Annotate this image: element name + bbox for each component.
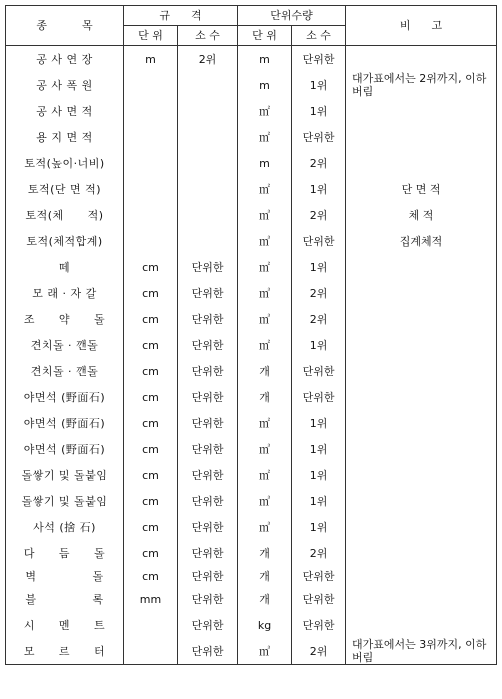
cell-qty-decimal: 1위 [292,488,346,514]
cell-qty-decimal: 2위 [292,202,346,228]
unit-quantity-table [5,5,497,665]
cell-qty-unit: ㎥ [238,202,292,228]
cell-qty-unit: 개 [238,384,292,410]
cell-spec-decimal: 단위한 [178,358,238,384]
cell-qty-decimal: 단위한 [292,586,346,612]
table-row [6,332,497,358]
cell-spec-decimal: 단위한 [178,540,238,566]
cell-spec-decimal: 단위한 [178,436,238,462]
cell-spec-unit [124,150,178,176]
cell-qty-decimal: 단위한 [292,46,346,73]
table-row [6,436,497,462]
cell-item: 조 약 돌 [6,306,124,332]
cell-item: 사석 (捨 石) [6,514,124,540]
header-qty-unit: 단 위 [238,26,292,46]
cell-qty-decimal: 2위 [292,150,346,176]
cell-item: 공 사 면 적 [6,98,124,124]
table-row [6,72,497,98]
cell-spec-decimal [178,228,238,254]
cell-spec-decimal: 단위한 [178,332,238,358]
cell-qty-unit: 개 [238,358,292,384]
cell-qty-decimal: 1위 [292,72,346,98]
table-row [6,410,497,436]
cell-spec-unit: cm [124,462,178,488]
cell-remark: 대가표에서는 3위까지, 이하 버림 [346,638,497,665]
cell-spec-unit: cm [124,306,178,332]
cell-remark [346,410,497,436]
cell-qty-unit: ㎥ [238,488,292,514]
cell-item: 시 멘 트 [6,612,124,638]
cell-remark: 집계체적 [346,228,497,254]
table-row [6,98,497,124]
cell-qty-unit: m [238,150,292,176]
cell-remark [346,566,497,586]
cell-spec-decimal [178,176,238,202]
cell-spec-unit [124,612,178,638]
table-row [6,462,497,488]
cell-qty-decimal: 1위 [292,462,346,488]
cell-qty-unit: ㎡ [238,176,292,202]
cell-spec-decimal: 단위한 [178,384,238,410]
cell-spec-decimal [178,98,238,124]
cell-spec-decimal: 단위한 [178,488,238,514]
cell-remark [346,46,497,73]
cell-item: 다 듬 돌 [6,540,124,566]
cell-item: 떼 [6,254,124,280]
cell-qty-unit: ㎥ [238,436,292,462]
cell-remark [346,384,497,410]
cell-spec-unit: cm [124,566,178,586]
cell-remark [346,280,497,306]
cell-remark [346,358,497,384]
table-row [6,228,497,254]
cell-remark [346,332,497,358]
cell-spec-unit [124,202,178,228]
cell-remark [346,586,497,612]
cell-qty-decimal: 2위 [292,306,346,332]
table-row [6,384,497,410]
cell-qty-decimal: 1위 [292,332,346,358]
cell-spec-decimal: 단위한 [178,462,238,488]
header-item: 종 목 [6,6,124,46]
cell-qty-decimal: 2위 [292,540,346,566]
cell-qty-decimal: 1위 [292,254,346,280]
header-spec-decimal: 소 수 [178,26,238,46]
cell-qty-decimal: 단위한 [292,228,346,254]
cell-remark: 대가표에서는 2위까지, 이하 버림 [346,72,497,98]
table-row [6,540,497,566]
table-row [6,358,497,384]
cell-spec-unit [124,228,178,254]
cell-spec-unit [124,176,178,202]
cell-spec-unit: cm [124,514,178,540]
cell-spec-unit: cm [124,384,178,410]
table-row [6,586,497,612]
table-row [6,612,497,638]
cell-qty-decimal: 단위한 [292,124,346,150]
cell-qty-unit: ㎡ [238,332,292,358]
cell-item: 벽 돌 [6,566,124,586]
cell-item: 블 록 [6,586,124,612]
cell-item: 토적(체적합계) [6,228,124,254]
header-qty-decimal: 소 수 [292,26,346,46]
cell-remark [346,514,497,540]
cell-spec-decimal: 단위한 [178,586,238,612]
cell-item: 공 사 폭 원 [6,72,124,98]
cell-item: 용 지 면 적 [6,124,124,150]
cell-spec-unit: cm [124,358,178,384]
cell-remark [346,436,497,462]
table-row [6,46,497,73]
cell-remark: 체 적 [346,202,497,228]
cell-spec-unit: m [124,46,178,73]
cell-item: 견치돌 · 깬돌 [6,332,124,358]
table-row [6,254,497,280]
cell-remark [346,462,497,488]
table-row [6,566,497,586]
cell-remark [346,306,497,332]
cell-qty-unit: ㎡ [238,410,292,436]
cell-qty-unit: ㎥ [238,280,292,306]
cell-item: 토적(단 면 적) [6,176,124,202]
cell-item: 야면석 (野面石) [6,384,124,410]
cell-spec-unit: cm [124,280,178,306]
cell-qty-unit: ㎥ [238,228,292,254]
cell-item: 야면석 (野面石) [6,436,124,462]
header-unit-qty: 단위수량 [238,6,346,26]
cell-spec-unit: cm [124,436,178,462]
cell-qty-decimal: 단위한 [292,566,346,586]
cell-item: 공 사 연 장 [6,46,124,73]
cell-qty-unit: ㎥ [238,638,292,665]
cell-spec-unit [124,72,178,98]
cell-item: 토적(체 적) [6,202,124,228]
cell-qty-decimal: 1위 [292,176,346,202]
cell-item: 돌쌓기 및 돌붙임 [6,488,124,514]
cell-qty-decimal: 단위한 [292,384,346,410]
cell-qty-unit: 개 [238,586,292,612]
cell-qty-unit: ㎡ [238,254,292,280]
cell-spec-decimal: 2위 [178,46,238,73]
cell-spec-decimal: 단위한 [178,612,238,638]
cell-spec-unit [124,98,178,124]
cell-qty-decimal: 1위 [292,98,346,124]
cell-spec-decimal: 단위한 [178,280,238,306]
cell-qty-unit: 개 [238,566,292,586]
table-row [6,306,497,332]
cell-spec-unit: cm [124,488,178,514]
cell-spec-unit [124,638,178,665]
cell-spec-unit: cm [124,254,178,280]
cell-qty-unit: ㎥ [238,514,292,540]
cell-qty-unit: m [238,46,292,73]
cell-qty-unit: 개 [238,540,292,566]
cell-item: 견치돌 · 깬돌 [6,358,124,384]
cell-spec-unit [124,124,178,150]
cell-remark [346,150,497,176]
cell-qty-unit: ㎡ [238,462,292,488]
cell-spec-decimal [178,124,238,150]
header-spec-unit: 단 위 [124,26,178,46]
table-header [6,6,497,46]
cell-item: 모 래 · 자 갈 [6,280,124,306]
table-row [6,638,497,665]
cell-remark: 단 면 적 [346,176,497,202]
cell-qty-unit: kg [238,612,292,638]
cell-spec-unit: cm [124,332,178,358]
cell-spec-unit: mm [124,586,178,612]
cell-spec-decimal [178,202,238,228]
cell-item: 야면석 (野面石) [6,410,124,436]
table-row [6,280,497,306]
cell-qty-decimal: 2위 [292,638,346,665]
cell-spec-decimal: 단위한 [178,410,238,436]
table-row [6,150,497,176]
cell-remark [346,98,497,124]
cell-qty-unit: ㎡ [238,98,292,124]
cell-qty-unit: ㎡ [238,124,292,150]
cell-item: 돌쌓기 및 돌붙임 [6,462,124,488]
table-row [6,176,497,202]
cell-qty-decimal: 1위 [292,436,346,462]
cell-item: 모 르 터 [6,638,124,665]
cell-spec-decimal: 단위한 [178,566,238,586]
cell-spec-decimal: 단위한 [178,514,238,540]
cell-qty-unit: m [238,72,292,98]
cell-qty-decimal: 1위 [292,514,346,540]
cell-spec-decimal: 단위한 [178,638,238,665]
table-row [6,202,497,228]
cell-spec-decimal: 단위한 [178,254,238,280]
cell-spec-decimal: 단위한 [178,306,238,332]
cell-item: 토적(높이·너비) [6,150,124,176]
cell-remark [346,488,497,514]
cell-qty-decimal: 단위한 [292,358,346,384]
cell-spec-decimal [178,150,238,176]
cell-spec-unit: cm [124,410,178,436]
table-row [6,124,497,150]
cell-qty-decimal: 2위 [292,280,346,306]
cell-spec-decimal [178,72,238,98]
table-row [6,488,497,514]
cell-spec-unit: cm [124,540,178,566]
table-body [6,46,497,665]
cell-qty-unit: ㎥ [238,306,292,332]
cell-remark [346,540,497,566]
table-row [6,514,497,540]
cell-remark [346,124,497,150]
cell-remark [346,254,497,280]
cell-remark [346,612,497,638]
cell-qty-decimal: 단위한 [292,612,346,638]
header-spec: 규 격 [124,6,238,26]
cell-qty-decimal: 1위 [292,410,346,436]
header-remarks: 비 고 [346,6,497,46]
